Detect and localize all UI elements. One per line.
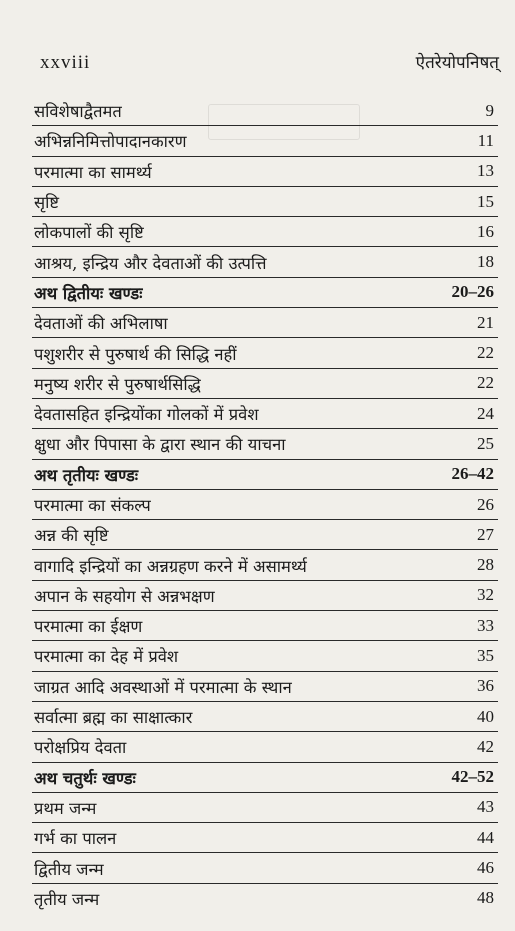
entry-title: पशुशरीर से पुरुषार्थ की सिद्धि नहीं bbox=[34, 344, 237, 364]
entry-title: द्वितीय जन्म bbox=[34, 859, 104, 879]
entry-title: सृष्टि bbox=[34, 193, 60, 213]
toc-entry-row bbox=[32, 883, 498, 913]
section-title: अथ तृतीयः खण्डः bbox=[34, 465, 139, 485]
toc-entry-row bbox=[32, 731, 498, 761]
entry-page-number: 48 bbox=[477, 888, 494, 908]
toc-entry-row bbox=[32, 428, 498, 458]
entry-title: जाग्रत आदि अवस्थाओं में परमात्मा के स्थान bbox=[34, 677, 292, 697]
entry-title: परमात्मा का देह में प्रवेश bbox=[34, 647, 179, 667]
entry-page-number: 22 bbox=[477, 373, 494, 393]
entry-title: परमात्मा का ईक्षण bbox=[34, 617, 143, 637]
entry-page-number: 15 bbox=[477, 191, 494, 211]
section-heading-row bbox=[32, 459, 498, 489]
toc-entry-row bbox=[32, 792, 498, 822]
toc-entry-row bbox=[32, 307, 498, 337]
toc-entry-row bbox=[32, 580, 498, 610]
section-title: अथ चतुर्थः खण्डः bbox=[34, 768, 136, 788]
entry-title: मनुष्य शरीर से पुरुषार्थसिद्धि bbox=[34, 374, 201, 394]
section-page-range: 20–26 bbox=[451, 282, 494, 302]
entry-title: वागादि इन्द्रियों का अन्नग्रहण करने में असामर्थ्य bbox=[34, 556, 307, 576]
toc-entry-row bbox=[32, 852, 498, 882]
entry-title: परमात्मा का संकल्प bbox=[34, 496, 151, 515]
entry-page-number: 24 bbox=[477, 403, 494, 423]
entry-page-number: 18 bbox=[477, 252, 494, 272]
entry-page-number: 21 bbox=[477, 312, 494, 332]
entry-page-number: 9 bbox=[485, 100, 494, 120]
toc-entry-row bbox=[32, 96, 498, 125]
entry-page-number: 43 bbox=[477, 797, 494, 817]
toc-entry-row bbox=[32, 398, 498, 428]
entry-page-number: 16 bbox=[477, 221, 494, 241]
entry-page-number: 33 bbox=[477, 615, 494, 635]
entry-title: प्रथम जन्म bbox=[34, 798, 97, 818]
entry-title: परोक्षप्रिय देवता bbox=[34, 738, 127, 758]
section-title: अथ द्वितीयः खण्डः bbox=[34, 283, 143, 303]
entry-page-number: 46 bbox=[477, 858, 494, 878]
toc-entry-row bbox=[32, 610, 498, 640]
entry-title: गर्भ का पालन bbox=[34, 829, 117, 849]
running-title: ऐतरेयोपनिषत् bbox=[415, 53, 499, 73]
section-heading-row bbox=[32, 762, 498, 792]
toc-entry-row bbox=[32, 368, 498, 398]
entry-title: आश्रय, इन्द्रिय और देवताओं की उत्पत्ति bbox=[34, 253, 267, 273]
entry-page-number: 44 bbox=[477, 827, 494, 847]
toc-entry-row bbox=[32, 186, 498, 216]
toc-entry-row bbox=[32, 701, 498, 731]
toc-entry-row bbox=[32, 216, 498, 246]
toc-entry-row bbox=[32, 519, 498, 549]
entry-title: तृतीय जन्म bbox=[34, 889, 100, 909]
entry-title: देवतासहित इन्द्रियोंका गोलकों में प्रवेश bbox=[34, 405, 259, 425]
entry-page-number: 40 bbox=[477, 706, 494, 726]
entry-page-number: 28 bbox=[477, 555, 494, 575]
toc-entry-row bbox=[32, 156, 498, 186]
entry-title: परमात्मा का सामर्थ्य bbox=[34, 162, 152, 182]
entry-title: सर्वात्मा ब्रह्म का साक्षात्कार bbox=[34, 708, 193, 728]
entry-page-number: 11 bbox=[477, 130, 494, 150]
entry-page-number: 35 bbox=[477, 645, 494, 665]
entry-title: अन्न की सृष्टि bbox=[34, 526, 109, 546]
entry-page-number: 32 bbox=[477, 585, 494, 605]
entry-title: अभिन्ननिमित्तोपादानकारण bbox=[34, 132, 187, 152]
entry-page-number: 27 bbox=[477, 524, 494, 544]
section-page-range: 42–52 bbox=[451, 767, 494, 787]
toc-entry-row bbox=[32, 549, 498, 579]
entry-page-number: 42 bbox=[477, 736, 494, 756]
toc-entry-row bbox=[32, 671, 498, 701]
entry-page-number: 13 bbox=[477, 161, 494, 181]
entry-page-number: 22 bbox=[477, 343, 494, 363]
section-heading-row bbox=[32, 277, 498, 307]
entry-title: अपान के सहयोग से अन्नभक्षण bbox=[34, 586, 215, 606]
entry-page-number: 26 bbox=[477, 494, 494, 514]
page-number: xxviii bbox=[40, 52, 91, 73]
entry-title: लोकपालों की सृष्टि bbox=[34, 223, 144, 243]
section-page-range: 26–42 bbox=[451, 464, 494, 484]
toc-entry-row bbox=[32, 489, 498, 519]
entry-page-number: 25 bbox=[477, 433, 494, 453]
entry-title: सविशेषाद्वैतमत bbox=[34, 102, 122, 122]
toc-entry-row bbox=[32, 640, 498, 670]
entry-title: क्षुधा और पिपासा के द्वारा स्थान की याचना bbox=[34, 435, 286, 455]
toc-entry-row bbox=[32, 246, 498, 276]
entry-title: देवताओं की अभिलाषा bbox=[34, 314, 168, 334]
toc-entry-row bbox=[32, 337, 498, 367]
entry-page-number: 36 bbox=[477, 676, 494, 696]
table-of-contents bbox=[32, 96, 498, 913]
toc-entry-row bbox=[32, 822, 498, 852]
toc-entry-row bbox=[32, 125, 498, 155]
